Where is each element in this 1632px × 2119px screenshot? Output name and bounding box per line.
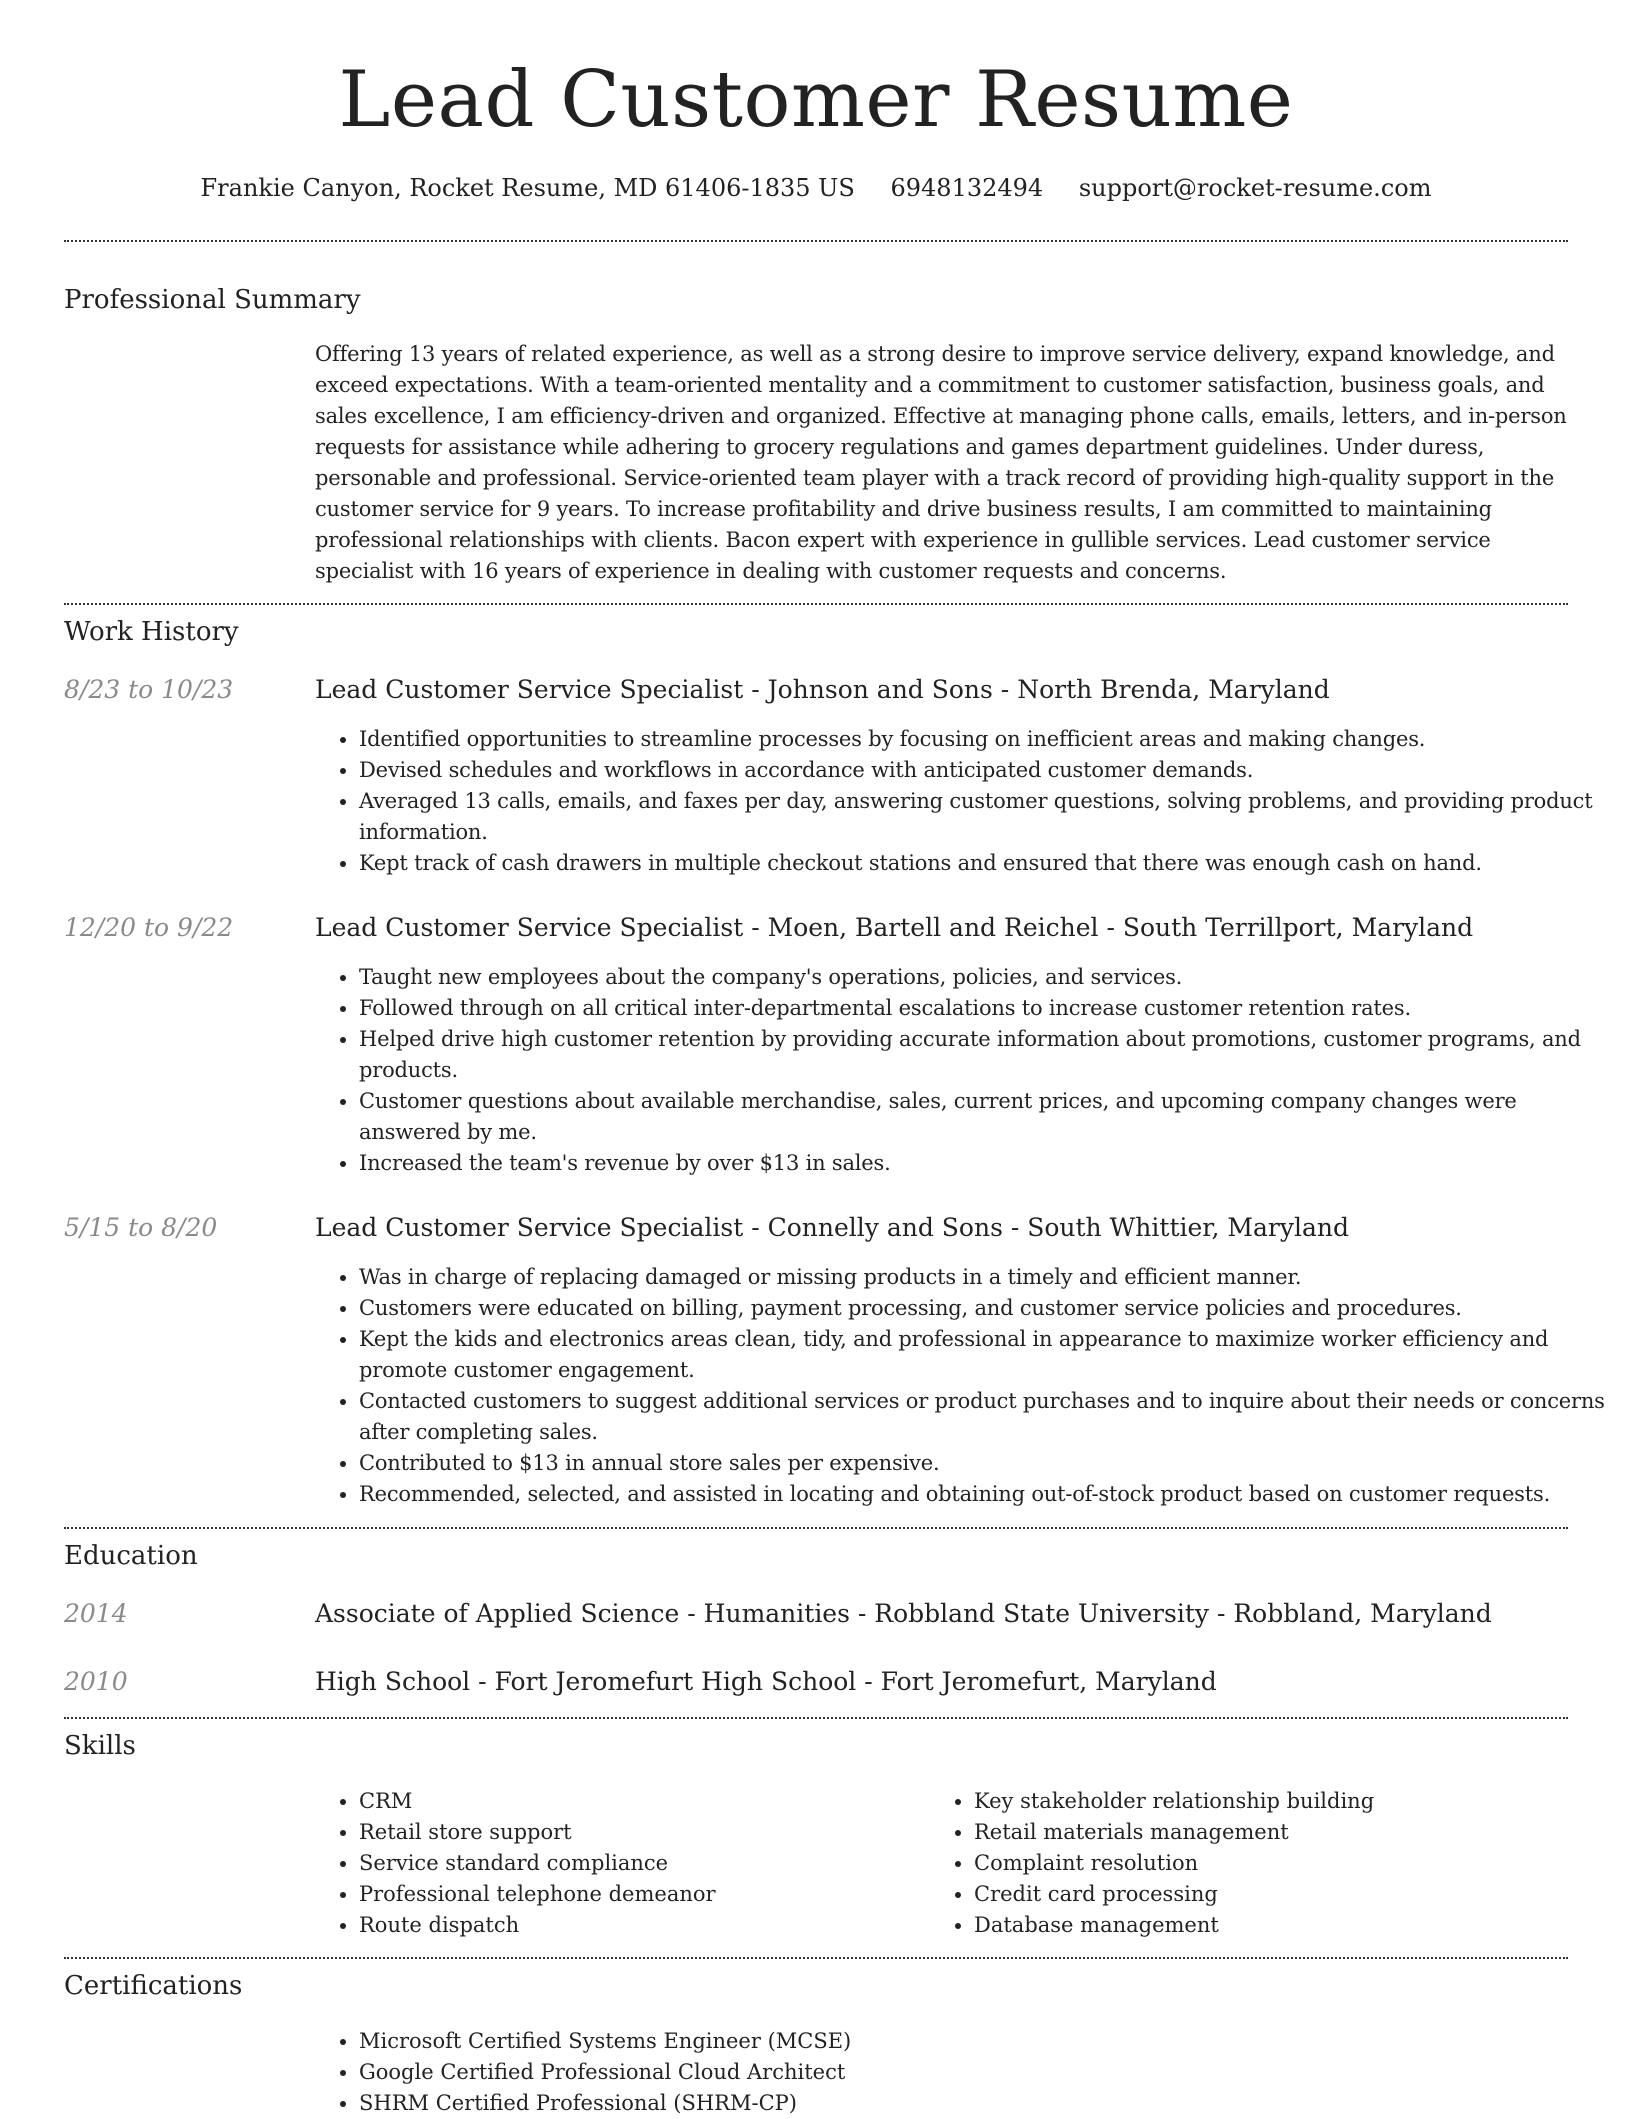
list-item: • Identified opportunities to streamline processes by focusing on inefficient areas and making changes. (359, 724, 1613, 755)
job-title: Lead Customer Service Specialist (315, 1213, 744, 1242)
job-details: - Moen, Bartell and Reichel - South Terrillport, Maryland (743, 913, 1474, 942)
list-item: • Customer questions about available merchandise, sales, current prices, and upcoming company changes were answered by me. (359, 1086, 1613, 1148)
list-item: • Increased the team's revenue by over $13 in sales. (359, 1148, 1613, 1179)
job-title: Lead Customer Service Specialist (315, 675, 744, 704)
section-divider (64, 1717, 1568, 1719)
certifications-list (315, 2026, 1459, 2119)
certification-item: • SHRM Certified Professional (SHRM-CP) (359, 2088, 1459, 2119)
contact-email: support@rocket-resume.com (1078, 174, 1432, 202)
contact-address: Frankie Canyon, Rocket Resume, MD 61406-1835 US (200, 174, 855, 202)
list-item: • Recommended, selected, and assisted in locating and obtaining out-of-stock product based on customer requests. (359, 1479, 1613, 1510)
skill-item: • Key stakeholder relationship building (974, 1786, 1594, 1817)
job-bullets (315, 962, 1613, 1179)
skills-list-right (930, 1786, 1594, 1941)
education-degree: High School (315, 1667, 471, 1696)
skills-list-left (315, 1786, 929, 1941)
job-heading (315, 911, 1569, 945)
list-item: • Helped drive high customer retention by providing accurate information about promotions, customer programs, and products. (359, 1024, 1613, 1086)
certification-item: • Microsoft Certified Systems Engineer (MCSE) (359, 2026, 1459, 2057)
education-details: - Fort Jeromefurt High School - Fort Jeromefurt, Maryland (470, 1667, 1217, 1696)
section-divider (64, 1957, 1568, 1959)
job-details: - Johnson and Sons - North Brenda, Maryland (743, 675, 1330, 704)
job-dates: 12/20 to 9/22 (64, 913, 234, 942)
skill-item: • Credit card processing (974, 1879, 1594, 1910)
list-item: • Averaged 13 calls, emails, and faxes per day, answering customer questions, solving problems, and providing product information. (359, 786, 1613, 848)
resume-page (64, 0, 1605, 2115)
education-entry (315, 1597, 1569, 1631)
list-item: • Kept the kids and electronics areas clean, tidy, and professional in appearance to maximize worker efficiency and promote customer engagement. (359, 1324, 1613, 1386)
job-heading (315, 1211, 1569, 1245)
education-entry (315, 1665, 1569, 1699)
job-dates: 5/15 to 8/20 (64, 1213, 218, 1242)
summary-heading: Professional Summary (64, 285, 361, 315)
contact-phone: 6948132494 (890, 174, 1044, 202)
list-item: • Followed through on all critical inter-departmental escalations to increase customer retention rates. (359, 993, 1613, 1024)
list-item: • Contacted customers to suggest additional services or product purchases and to inquire about their needs or concerns after completing sales. (359, 1386, 1613, 1448)
certification-item: • Google Certified Professional Cloud Architect (359, 2057, 1459, 2088)
skill-item: • Professional telephone demeanor (359, 1879, 929, 1910)
education-year: 2014 (64, 1599, 128, 1628)
contact-line (64, 172, 1568, 204)
skill-item: • CRM (359, 1786, 929, 1817)
job-dates: 8/23 to 10/23 (64, 675, 234, 704)
work-history-heading: Work History (64, 617, 239, 647)
list-item: • Contributed to $13 in annual store sales per expensive. (359, 1448, 1613, 1479)
job-bullets (315, 1262, 1613, 1510)
section-divider (64, 240, 1568, 242)
skill-item: • Retail materials management (974, 1817, 1594, 1848)
list-item: • Kept track of cash drawers in multiple checkout stations and ensured that there was enough cash on hand. (359, 848, 1613, 879)
job-title: Lead Customer Service Specialist (315, 913, 744, 942)
education-heading: Education (64, 1541, 198, 1571)
job-bullets (315, 724, 1613, 879)
skills-heading: Skills (64, 1731, 136, 1761)
list-item: • Devised schedules and workflows in accordance with anticipated customer demands. (359, 755, 1613, 786)
section-divider (64, 603, 1568, 605)
skill-item: • Service standard compliance (359, 1848, 929, 1879)
skill-item: • Retail store support (359, 1817, 929, 1848)
summary-text: Offering 13 years of related experience, as well as a strong desire to improve service delivery, expand knowledge, and exceed expectations. With a team-oriented mentality and a commitment to customer satisfaction, business goals, and sales excellence, I am efficiency-driven and organized. Effective at managing phone calls, emails, letters, and in-person requests for assistance while adhering to grocery regulations and games department guidelines. Under duress, personable and professional. Service-oriented team player with a track record of providing high-quality support in the customer service for 9 years. To increase profitability and drive business results, I am committed to maintaining professional relationships with clients. Bacon expert with experience in gullible services. Lead customer service specialist with 16 years of experience in dealing with customer requests and concerns. (315, 342, 1567, 583)
job-details: - Connelly and Sons - South Whittier, Maryland (743, 1213, 1349, 1242)
list-item: • Taught new employees about the company's operations, policies, and services. (359, 962, 1613, 993)
education-degree: Associate of Applied Science - Humanities (315, 1599, 850, 1628)
certifications-heading: Certifications (64, 1971, 243, 2001)
skill-item: • Database management (974, 1910, 1594, 1941)
section-divider (64, 1527, 1568, 1529)
resume-title: Lead Customer Resume (338, 55, 1294, 145)
list-item: • Was in charge of replacing damaged or missing products in a timely and efficient manner. (359, 1262, 1613, 1293)
list-item: • Customers were educated on billing, payment processing, and customer service policies and procedures. (359, 1293, 1613, 1324)
skill-item: • Route dispatch (359, 1910, 929, 1941)
education-details: - Robbland State University - Robbland, Maryland (849, 1599, 1492, 1628)
skill-item: • Complaint resolution (974, 1848, 1594, 1879)
job-heading (315, 673, 1569, 707)
education-year: 2010 (64, 1667, 128, 1696)
